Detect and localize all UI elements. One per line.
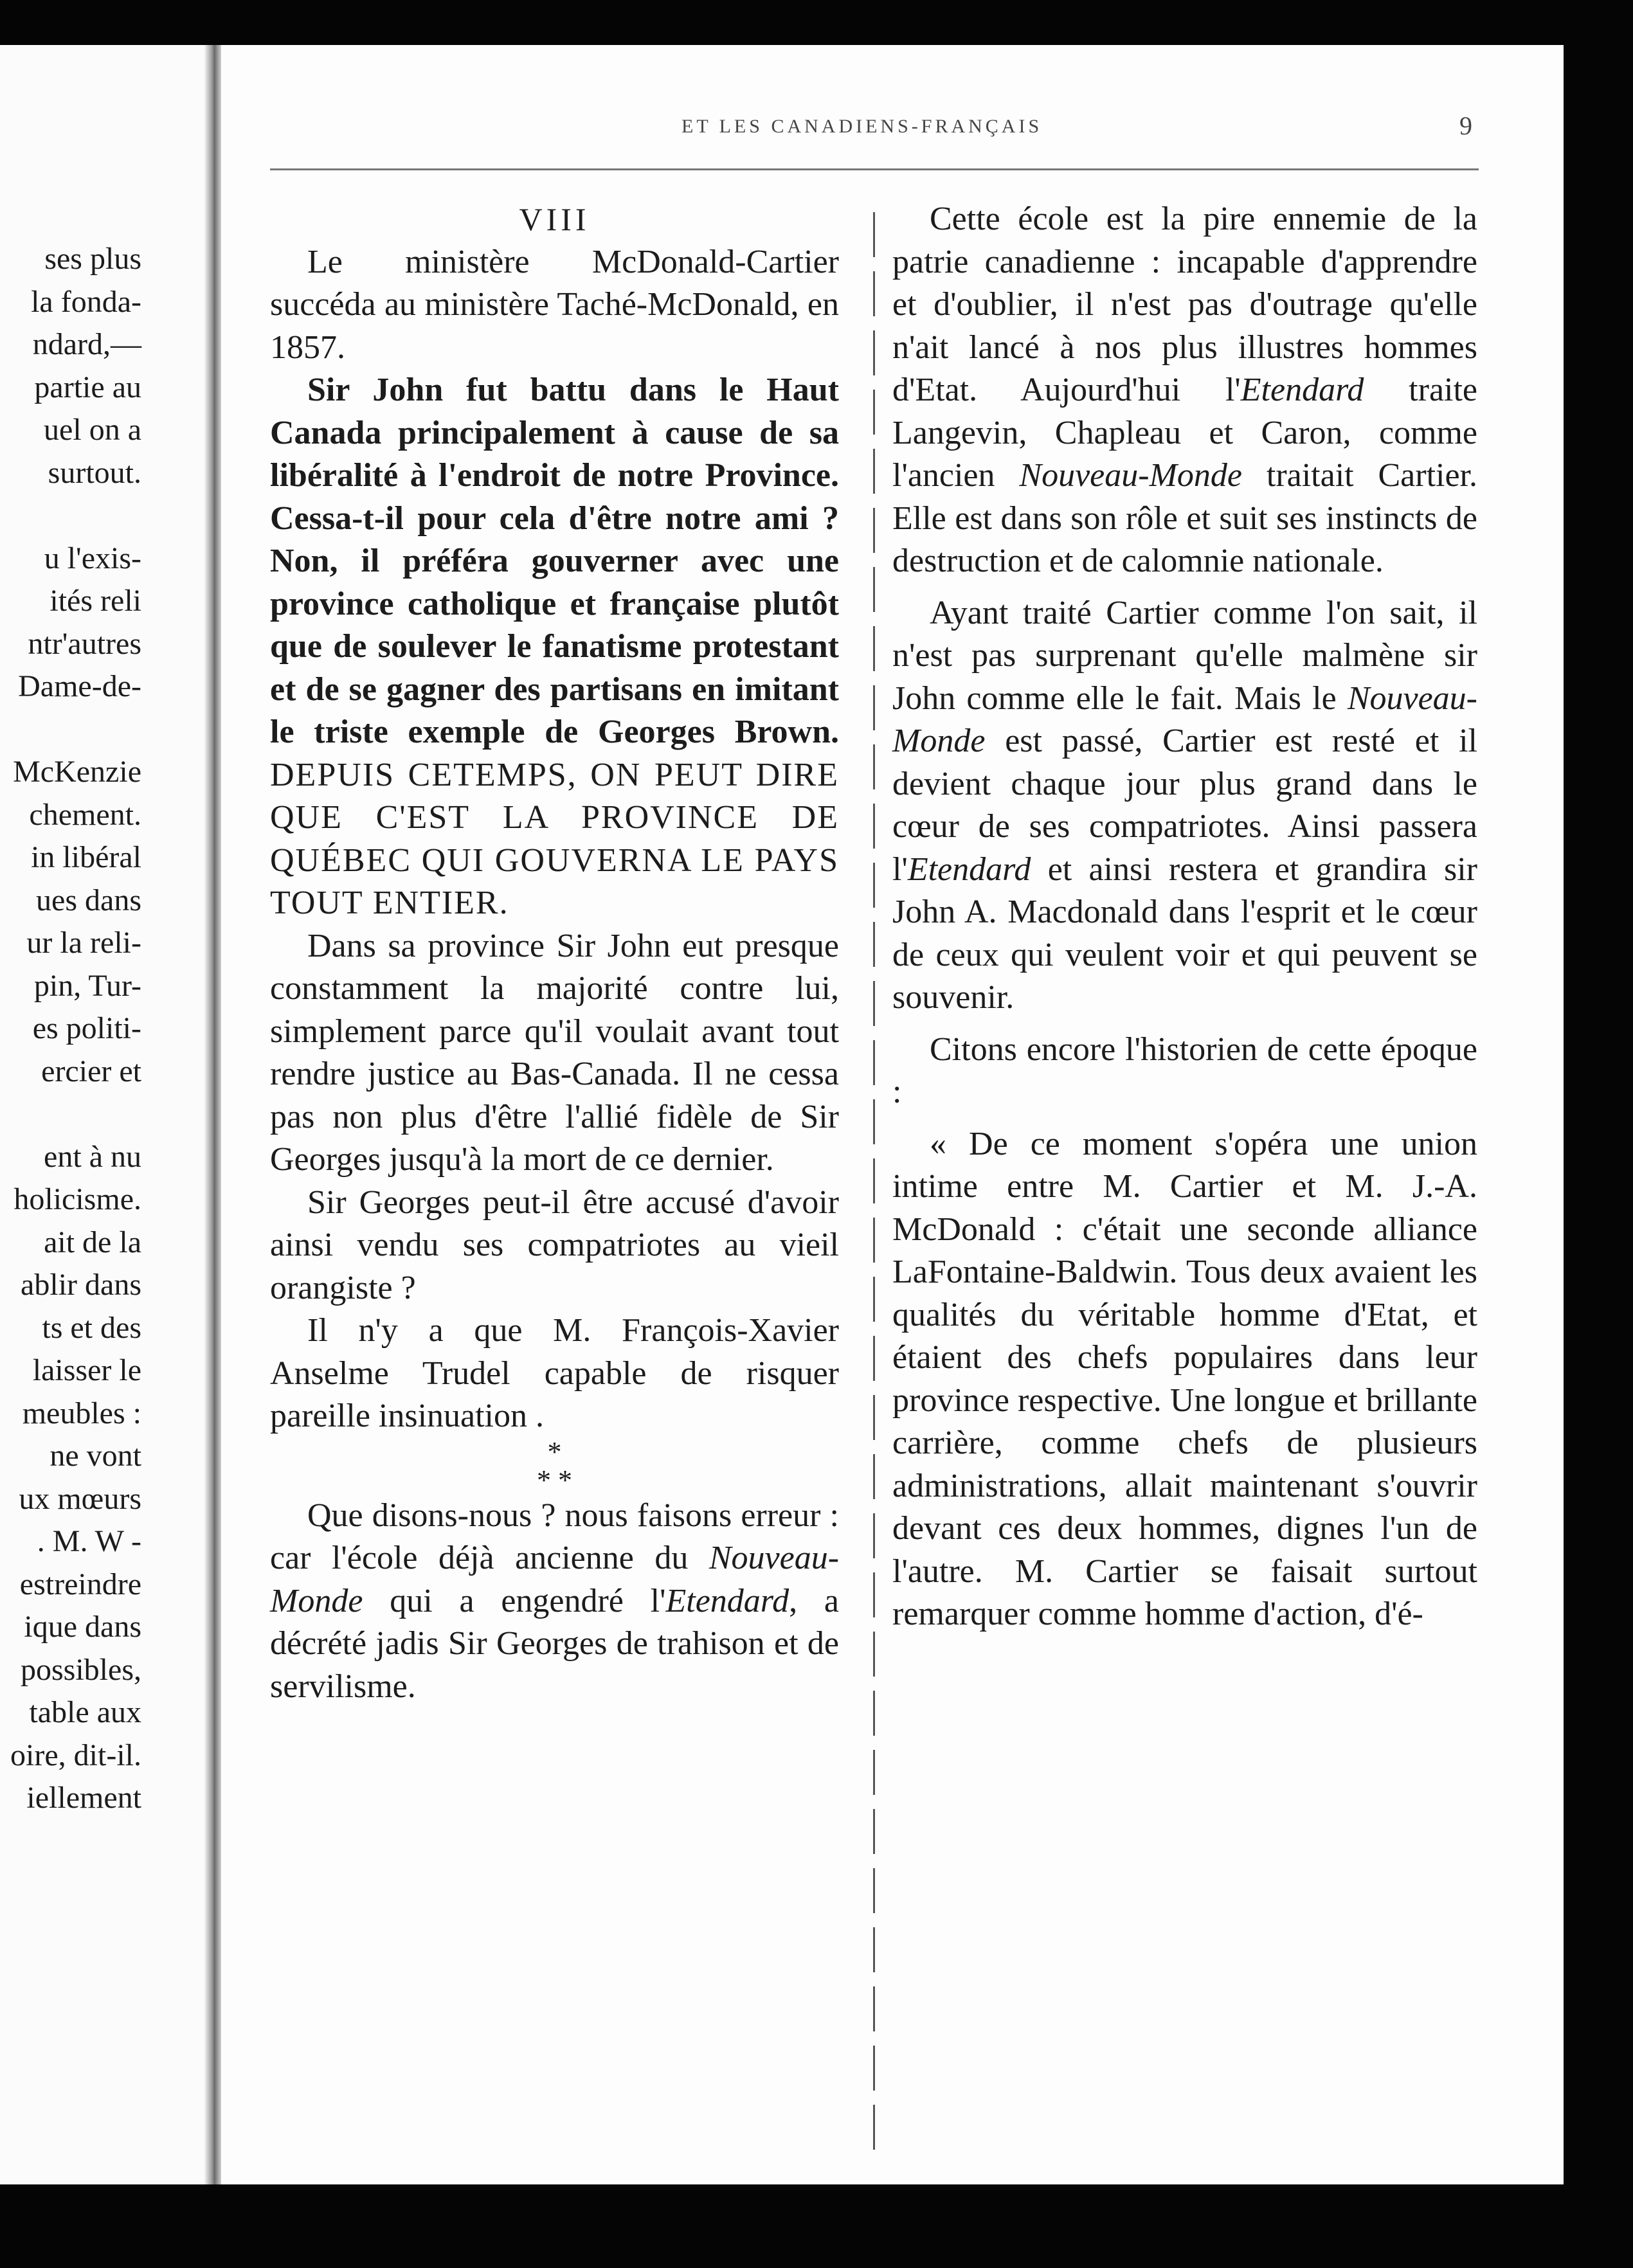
- previous-page-line: uel on a: [44, 413, 141, 447]
- section-heading: VIII: [519, 201, 590, 237]
- right-column: [892, 198, 1477, 1636]
- text-run: Ayant traité Cartier comme l'on sait, il n'est pas surprenant qu'elle malmène sir John comme elle le fait. Mais le: [892, 594, 1477, 717]
- italic-title: Etendard: [665, 1582, 789, 1619]
- previous-page-line: la fonda-: [31, 284, 141, 319]
- previous-page-line: pin, Tur-: [33, 968, 141, 1003]
- previous-page-line: in libéral: [31, 840, 141, 874]
- text-run: traitait Cartier. Elle est dans son rôle et suit ses instincts de destruction et de calomnie nationale.: [892, 457, 1477, 579]
- previous-page-line: [10, 494, 141, 537]
- text-run: Que disons-nous ? nous faisons erreur : car l'école déjà ancienne du: [270, 1497, 839, 1576]
- text-run: Cette école est la pire ennemie de la patrie canadienne : incapable d'apprendre et d'oublier, il n'est pas d'outrage qu'elle n'ait lancé à nos plus illustres hommes d'Etat. Aujourd'hui l': [892, 201, 1477, 408]
- previous-page-line: surtout.: [48, 455, 141, 490]
- previous-page-line: holicisme.: [14, 1182, 141, 1216]
- previous-page-line: ntr'autres: [28, 626, 141, 661]
- paragraph: [270, 369, 839, 925]
- text-run: est passé, Cartier est resté et il devient chaque jour plus grand dans le cœur de ses compatriotes. Ainsi passera l': [892, 723, 1477, 888]
- previous-page-line: chement.: [29, 797, 141, 832]
- lead-sentence: Sir John fut battu dans le Haut Canada principalement à cause de sa libéralité à l'endroit de notre Province. Cessa-t-il pour cela d'être notre ami ? Non, il préféra gouverner avec une province catholique et française plutôt que de soulever le fanatisme protestant et de se gagner des partisans en imitant le triste exemple de Georges Brown.: [270, 372, 839, 750]
- scan-border-bottom: [0, 2184, 1633, 2268]
- previous-page-line: ent à nu: [44, 1139, 141, 1174]
- previous-page-line: ne vont: [50, 1439, 141, 1473]
- book-gutter: [204, 45, 221, 2184]
- previous-page-fragment: [0, 45, 204, 2184]
- quotation: « De ce moment s'opéra une union intime entre M. Cartier et M. J.-A. McDonald : c'était une seconde alliance LaFontaine-Baldwin. Tous deux avaient les qualités du véritable homme d'Etat, et étaient des chefs populaires dans leur province respective. Une longue et brillante carrière, comme chefs de plusieurs administrations, allait maintenant s'ouvrir devant ces deux hommes, dignes l'un de l'autre. M. Cartier se faisait surtout remarquer comme homme d'action, d'é-: [892, 1125, 1477, 1632]
- scan-border-top: [0, 0, 1633, 45]
- previous-page-line: laisser le: [32, 1353, 141, 1387]
- previous-page-line: Dame-de-: [18, 669, 141, 703]
- page-number: 9: [1459, 111, 1472, 140]
- previous-page-line: partie au: [34, 370, 141, 404]
- previous-page-line: ablir dans: [21, 1268, 141, 1302]
- column-rule: [873, 212, 875, 2154]
- paragraph: [892, 592, 1477, 1020]
- previous-page-line: . M. W -: [37, 1524, 141, 1558]
- paragraph: Sir Georges peut-il être accusé d'avoir ainsi vendu ses compatriotes au vieil orangiste ?: [270, 1184, 839, 1306]
- previous-page-line: ses plus: [44, 242, 141, 276]
- previous-page-line: ique dans: [24, 1610, 141, 1644]
- italic-title: Nouveau-Monde: [270, 1540, 840, 1619]
- previous-page-line: es politi-: [32, 1011, 141, 1045]
- previous-page-line: ités reli: [50, 584, 141, 618]
- previous-page-line: iellement: [26, 1781, 141, 1815]
- paragraph: Dans sa province Sir John eut presque constamment la majorité contre lui, simplement parce qu'il voulait avant tout rendre justice au Bas-Canada. Il ne cessa pas non plus d'être l'allié fidèle de Sir Georges jusqu'à la mort de ce dernier.: [270, 927, 839, 1178]
- previous-page-line: meubles :: [22, 1396, 141, 1430]
- previous-page-line: estreindre: [19, 1567, 141, 1601]
- previous-page-line: [10, 708, 141, 752]
- text-run: , a décrété jadis Sir Georges de trahison et de servilisme.: [270, 1582, 839, 1705]
- text-run: traite Langevin, Chapleau et Caron, comme l'ancien: [892, 372, 1478, 494]
- paragraph: Citons encore l'historien de cette époque :: [892, 1030, 1477, 1110]
- text-run: qui a engendré l': [390, 1582, 666, 1619]
- emphasis-caps: DEPUIS CETEMPS, ON PEUT DIRE QUE C'EST LA PROVINCE DE QUÉBEC QUI GOUVERNA LE PAYS TOUT ENTIER.: [270, 756, 839, 921]
- italic-title: Etendard: [1240, 372, 1364, 408]
- left-column: [270, 198, 839, 1708]
- italic-title: Nouveau-Monde: [892, 680, 1477, 759]
- running-head: ET LES CANADIENS-FRANÇAIS: [681, 116, 1043, 137]
- previous-page-line: [10, 1093, 141, 1136]
- previous-page-line: ait de la: [44, 1225, 141, 1259]
- section-separator: * * *: [537, 1436, 572, 1496]
- previous-page-line: table aux: [29, 1695, 141, 1729]
- previous-page-line: possibles,: [20, 1652, 141, 1687]
- header-rule: [270, 168, 1479, 170]
- previous-page-line: ur la reli-: [26, 926, 141, 960]
- paragraph: [270, 1495, 839, 1709]
- italic-title: Etendard: [907, 851, 1031, 888]
- previous-page-line: ues dans: [36, 883, 141, 917]
- previous-page-text: [10, 238, 141, 1820]
- paragraph: Le ministère McDonald-Cartier succéda au ministère Taché-McDonald, en 1857.: [270, 243, 839, 366]
- previous-page-line: ndard,—: [32, 327, 141, 361]
- paragraph: [892, 198, 1477, 583]
- previous-page-line: McKenzie: [13, 755, 141, 789]
- previous-page-line: ercier et: [41, 1054, 141, 1088]
- previous-page-line: u l'exis-: [44, 541, 141, 575]
- italic-title: Nouveau-Monde: [1019, 457, 1242, 494]
- previous-page-line: ts et des: [42, 1310, 141, 1345]
- text-run: et ainsi restera et grandira sir John A. Macdonald dans l'esprit et le cœur de ceux qui veulent voir et qui peuvent se souvenir.: [892, 851, 1477, 1016]
- previous-page-line: ux mœurs: [19, 1481, 141, 1516]
- previous-page-line: oire, dit-il.: [10, 1738, 141, 1772]
- paragraph: Il n'y a que M. François-Xavier Anselme Trudel capable de risquer pareille insinuation .: [270, 1312, 839, 1434]
- scan-border-right: [1564, 0, 1633, 2268]
